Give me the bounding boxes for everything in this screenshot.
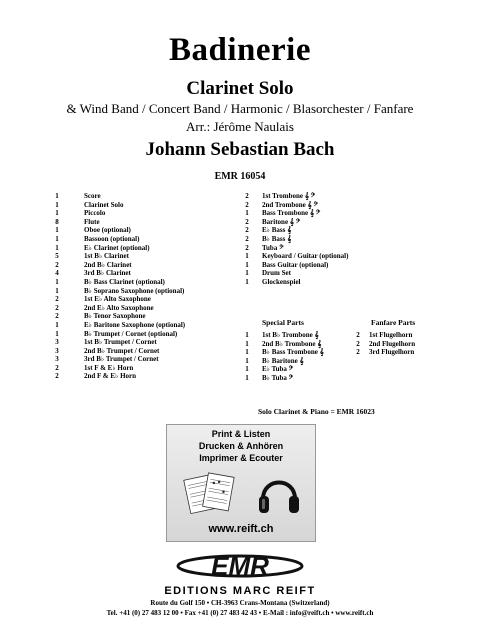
publisher-contact: Tel. +41 (0) 27 483 12 00 • Fax +41 (0) 27 483 42 43 • E-Mail : info@reift.ch • www.reift.ch bbox=[106, 609, 374, 617]
part-quantity: 2 bbox=[356, 331, 360, 339]
part-name: 1st Trombone 𝄞 𝄢 bbox=[262, 192, 316, 200]
part-row bbox=[351, 331, 415, 340]
part-name: 1st Flugelhorn bbox=[369, 331, 413, 339]
part-quantity: 1 bbox=[245, 252, 249, 261]
part-quantity: 1 bbox=[245, 269, 249, 278]
special-parts-heading: Special Parts bbox=[262, 318, 304, 327]
part-quantity: 3 bbox=[55, 346, 59, 355]
part-name: B♭ Baritone 𝄞 bbox=[262, 356, 304, 365]
website-link[interactable]: www.reift.ch bbox=[208, 523, 274, 535]
part-quantity: 4 bbox=[55, 269, 59, 278]
part-row bbox=[50, 201, 185, 210]
part-name: Oboe (optional) bbox=[84, 226, 131, 235]
part-name: 3rd B♭ Trumpet / Cornet bbox=[84, 355, 159, 364]
solo-edition-note: Solo Clarinet & Piano = EMR 16023 bbox=[258, 407, 375, 416]
part-name: Piccolo bbox=[84, 209, 106, 218]
part-row bbox=[50, 304, 185, 313]
part-quantity: 2 bbox=[245, 226, 249, 235]
part-name: 2nd B♭ Trumpet / Cornet bbox=[84, 346, 160, 355]
part-quantity: 1 bbox=[245, 373, 249, 382]
part-name: B♭ Bass Clarinet (optional) bbox=[84, 277, 165, 286]
emr-logo bbox=[166, 548, 314, 584]
part-quantity: 1 bbox=[245, 260, 249, 269]
part-name: Drum Set bbox=[262, 269, 291, 278]
part-name: Keyboard / Guitar (optional) bbox=[262, 252, 349, 261]
part-name: B♭ Soprano Saxophone (optional) bbox=[84, 286, 185, 295]
part-name: B♭ Bass Trombone 𝄞 bbox=[262, 348, 324, 357]
part-name: 1st B♭ Trombone 𝄞 bbox=[262, 331, 319, 339]
part-quantity: 1 bbox=[55, 286, 59, 295]
part-quantity: 1 bbox=[245, 348, 249, 357]
part-row bbox=[50, 338, 185, 347]
parts-list-left bbox=[50, 192, 185, 381]
part-row bbox=[240, 261, 348, 270]
fanfare-parts-heading: Fanfare Parts bbox=[371, 318, 416, 327]
part-quantity: 2 bbox=[356, 348, 360, 357]
part-row bbox=[240, 374, 324, 383]
part-name: B♭ Bass 𝄞 bbox=[262, 234, 292, 243]
part-row bbox=[50, 364, 185, 373]
part-row bbox=[50, 321, 185, 330]
band-types: & Wind Band / Concert Band / Harmonic / Blasorchester / Fanfare bbox=[66, 101, 414, 116]
fanfare-parts-list bbox=[351, 331, 415, 357]
part-name: E♭ Clarinet (optional) bbox=[84, 243, 150, 252]
part-name: 2nd E♭ Alto Saxophone bbox=[84, 303, 154, 312]
part-quantity: 2 bbox=[55, 260, 59, 269]
publisher-name: EDITIONS MARC REIFT bbox=[164, 585, 316, 597]
part-row bbox=[50, 218, 185, 227]
part-row bbox=[50, 226, 185, 235]
promo-line-drucken: Drucken & Anhören bbox=[198, 441, 284, 451]
catalog-number: EMR 16054 bbox=[214, 171, 266, 182]
part-quantity: 2 bbox=[55, 363, 59, 372]
part-row bbox=[50, 347, 185, 356]
part-row bbox=[240, 209, 348, 218]
part-quantity: 1 bbox=[245, 365, 249, 374]
part-row bbox=[240, 348, 324, 357]
part-quantity: 1 bbox=[245, 331, 249, 339]
part-row bbox=[240, 235, 348, 244]
part-name: 1st F & E♭ Horn bbox=[84, 363, 134, 372]
part-quantity: 1 bbox=[245, 277, 249, 286]
part-row bbox=[50, 312, 185, 321]
part-name: 1st E♭ Alto Saxophone bbox=[84, 295, 151, 304]
part-quantity: 3 bbox=[55, 355, 59, 364]
part-name: 2nd B♭ Clarinet bbox=[84, 260, 132, 269]
part-name: Clarinet Solo bbox=[84, 200, 124, 209]
part-row bbox=[50, 330, 185, 339]
part-name: 2nd F & E♭ Horn bbox=[84, 372, 137, 381]
part-row bbox=[50, 287, 185, 296]
part-row bbox=[240, 201, 348, 210]
headphones-icon bbox=[257, 469, 301, 519]
part-name: 3rd Flugelhorn bbox=[369, 348, 415, 357]
part-row bbox=[240, 340, 324, 349]
part-quantity: 1 bbox=[245, 209, 249, 218]
part-row bbox=[240, 226, 348, 235]
part-quantity: 2 bbox=[245, 234, 249, 243]
part-quantity: 1 bbox=[55, 243, 59, 252]
part-row bbox=[50, 252, 185, 261]
part-name: Tuba 𝄢 bbox=[262, 243, 284, 252]
part-name: E♭ Tuba 𝄢 bbox=[262, 365, 294, 374]
part-quantity: 5 bbox=[55, 252, 59, 261]
promo-line-imprimer: Imprimer & Ecouter bbox=[199, 453, 283, 463]
part-quantity: 1 bbox=[55, 209, 59, 218]
part-row bbox=[351, 348, 415, 357]
part-quantity: 1 bbox=[55, 200, 59, 209]
composer: Johann Sebastian Bach bbox=[145, 139, 335, 160]
part-row bbox=[240, 365, 324, 374]
title: Badinerie bbox=[169, 32, 311, 68]
part-row bbox=[240, 192, 348, 201]
part-row bbox=[50, 261, 185, 270]
part-name: B♭ Trumpet / Cornet (optional) bbox=[84, 329, 178, 338]
part-name: 2nd Trombone 𝄞 𝄢 bbox=[262, 200, 318, 209]
part-row bbox=[50, 269, 185, 278]
part-quantity: 2 bbox=[55, 372, 59, 381]
part-row bbox=[240, 278, 348, 287]
part-name: 2nd B♭ Trombone 𝄞 bbox=[262, 339, 322, 348]
part-row bbox=[50, 372, 185, 381]
special-parts-list bbox=[240, 331, 324, 383]
sheet-music-icon bbox=[181, 469, 239, 519]
part-quantity: 2 bbox=[356, 339, 360, 348]
part-quantity: 1 bbox=[55, 226, 59, 235]
part-row bbox=[240, 244, 348, 253]
part-quantity: 1 bbox=[55, 192, 59, 200]
part-row bbox=[50, 355, 185, 364]
print-listen-banner[interactable] bbox=[166, 424, 316, 542]
part-name: Bass Trombone 𝄞 𝄢 bbox=[262, 209, 321, 218]
part-quantity: 8 bbox=[55, 217, 59, 226]
part-row bbox=[351, 340, 415, 349]
part-row bbox=[240, 357, 324, 366]
part-quantity: 3 bbox=[55, 338, 59, 347]
part-quantity: 1 bbox=[245, 356, 249, 365]
part-quantity: 2 bbox=[245, 243, 249, 252]
parts-list-right bbox=[240, 192, 348, 287]
part-quantity: 1 bbox=[245, 339, 249, 348]
part-name: Score bbox=[84, 192, 101, 200]
part-row bbox=[50, 209, 185, 218]
part-row bbox=[240, 252, 348, 261]
part-quantity: 2 bbox=[55, 303, 59, 312]
part-quantity: 1 bbox=[55, 329, 59, 338]
part-name: Flute bbox=[84, 217, 100, 226]
subtitle: Clarinet Solo bbox=[186, 78, 294, 99]
part-name: 2nd Flugelhorn bbox=[369, 339, 416, 348]
logo-text: EMR bbox=[211, 551, 269, 581]
arranger: Arr.: Jérôme Naulais bbox=[186, 119, 294, 134]
part-quantity: 2 bbox=[245, 217, 249, 226]
part-name: 1st B♭ Trumpet / Cornet bbox=[84, 338, 157, 347]
part-row bbox=[50, 192, 185, 201]
part-row bbox=[240, 331, 324, 340]
part-row bbox=[50, 295, 185, 304]
part-quantity: 2 bbox=[55, 312, 59, 321]
promo-line-print: Print & Listen bbox=[211, 429, 271, 439]
part-name: Baritone 𝄞 𝄢 bbox=[262, 217, 301, 226]
part-name: E♭ Bass 𝄞 bbox=[262, 226, 292, 235]
part-row bbox=[240, 218, 348, 227]
publisher-address: Route du Golf 150 • CH-3963 Crans-Montana (Switzerland) bbox=[150, 599, 330, 607]
part-name: B♭ Tenor Saxophone bbox=[84, 312, 146, 321]
part-row bbox=[50, 244, 185, 253]
part-quantity: 1 bbox=[55, 277, 59, 286]
part-quantity: 1 bbox=[55, 234, 59, 243]
part-quantity: 2 bbox=[245, 192, 249, 200]
part-row bbox=[50, 278, 185, 287]
part-quantity: 1 bbox=[55, 320, 59, 329]
part-row bbox=[240, 269, 348, 278]
part-name: 1st B♭ Clarinet bbox=[84, 252, 129, 261]
part-row bbox=[50, 235, 185, 244]
part-name: Glockenspiel bbox=[262, 277, 301, 286]
part-quantity: 2 bbox=[55, 295, 59, 304]
part-name: B♭ Tuba 𝄢 bbox=[262, 373, 294, 382]
part-name: E♭ Baritone Saxophone (optional) bbox=[84, 320, 186, 329]
part-name: Bass Guitar (optional) bbox=[262, 260, 329, 269]
part-name: Bassoon (optional) bbox=[84, 234, 140, 243]
part-name: 3rd B♭ Clarinet bbox=[84, 269, 131, 278]
part-quantity: 2 bbox=[245, 200, 249, 209]
